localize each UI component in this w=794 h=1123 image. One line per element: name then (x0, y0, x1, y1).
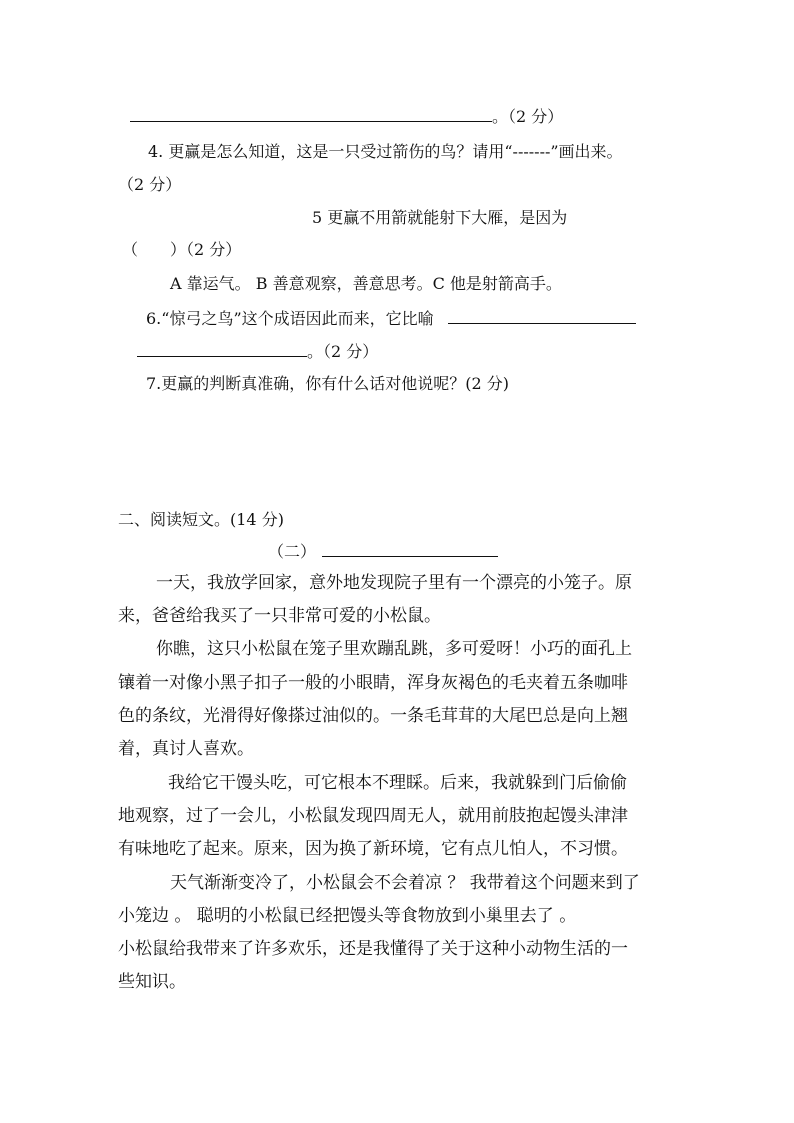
passage-line: 地观察，过了一会儿，小松鼠发现四周无人，就用前肢抱起馒头津津 (118, 806, 628, 826)
q6-text (146, 307, 636, 331)
q4-text: 4. 更赢是怎么知道，这是一只受过箭伤的鸟？请用“-------”画出来。 (148, 142, 623, 161)
q6-answer-line (137, 340, 378, 364)
passage-line: 天气渐渐变冷了，小松鼠会不会着凉 ？ 我带着这个问题来到了 (170, 873, 640, 893)
passage-line: 有味地吃了起来。原来，因为换了新环境，它有点儿怕人，不习惯。 (118, 839, 628, 859)
q5-text: 5 更赢不用箭就能射下大雁，是因为 (312, 208, 568, 227)
passage-line: 一天，我放学回家，意外地发现院子里有一个漂亮的小笼子。原 (156, 573, 632, 593)
title-blank[interactable] (322, 540, 498, 557)
section-heading: 二、阅读短文。(14 分) (118, 510, 284, 529)
passage-line: 着，真讨人喜欢。 (118, 739, 254, 759)
q6-score: 。（2 分） (307, 342, 379, 361)
passage-line: 我给它干馒头吃，可它根本不理睬。后来，我就躲到门后偷偷 (168, 773, 627, 793)
passage-line: 你瞧，这只小松鼠在笼子里欢蹦乱跳，多可爱呀！小巧的面孔上 (156, 639, 632, 659)
passage-line: 色的条纹，光滑得好像搽过油似的。一条毛茸茸的大尾巴总是向上翘 (118, 706, 628, 726)
q5-answer-bracket: （ ）（2 分） (122, 240, 242, 259)
q3-score: 。（2 分） (492, 107, 564, 126)
passage-line: 小笼边 。 聪明的小松鼠已经把馒头等食物放到小巢里去了 。 (118, 906, 577, 926)
q7-text: 7.更赢的判断真准确，你有什么话对他说呢？(2 分) (146, 374, 510, 393)
passage-line: 些知识。 (118, 972, 186, 992)
passage-title-prefix: （二） (268, 542, 317, 561)
answer-blank[interactable] (130, 105, 492, 122)
passage-line: 来，爸爸给我买了一只非常可爱的小松鼠。 (118, 606, 441, 626)
passage-line: 小松鼠给我带来了许多欢乐，还是我懂得了关于这种小动物生活的一 (118, 939, 628, 959)
q3-answer-line (130, 105, 563, 129)
answer-blank[interactable] (448, 307, 636, 324)
q5-options: A 靠运气。 B 善意观察，善意思考。C 他是射箭高手。 (170, 274, 562, 293)
q4-score: （2 分） (118, 175, 182, 194)
answer-blank[interactable] (137, 340, 307, 357)
passage-title-line (268, 540, 498, 564)
passage-line: 镶着一对像小黑子扣子一般的小眼睛，浑身灰褐色的毛夹着五条咖啡 (118, 673, 628, 693)
q6-question: 6.“惊弓之鸟”这个成语因此而来，它比喻 (146, 309, 434, 328)
